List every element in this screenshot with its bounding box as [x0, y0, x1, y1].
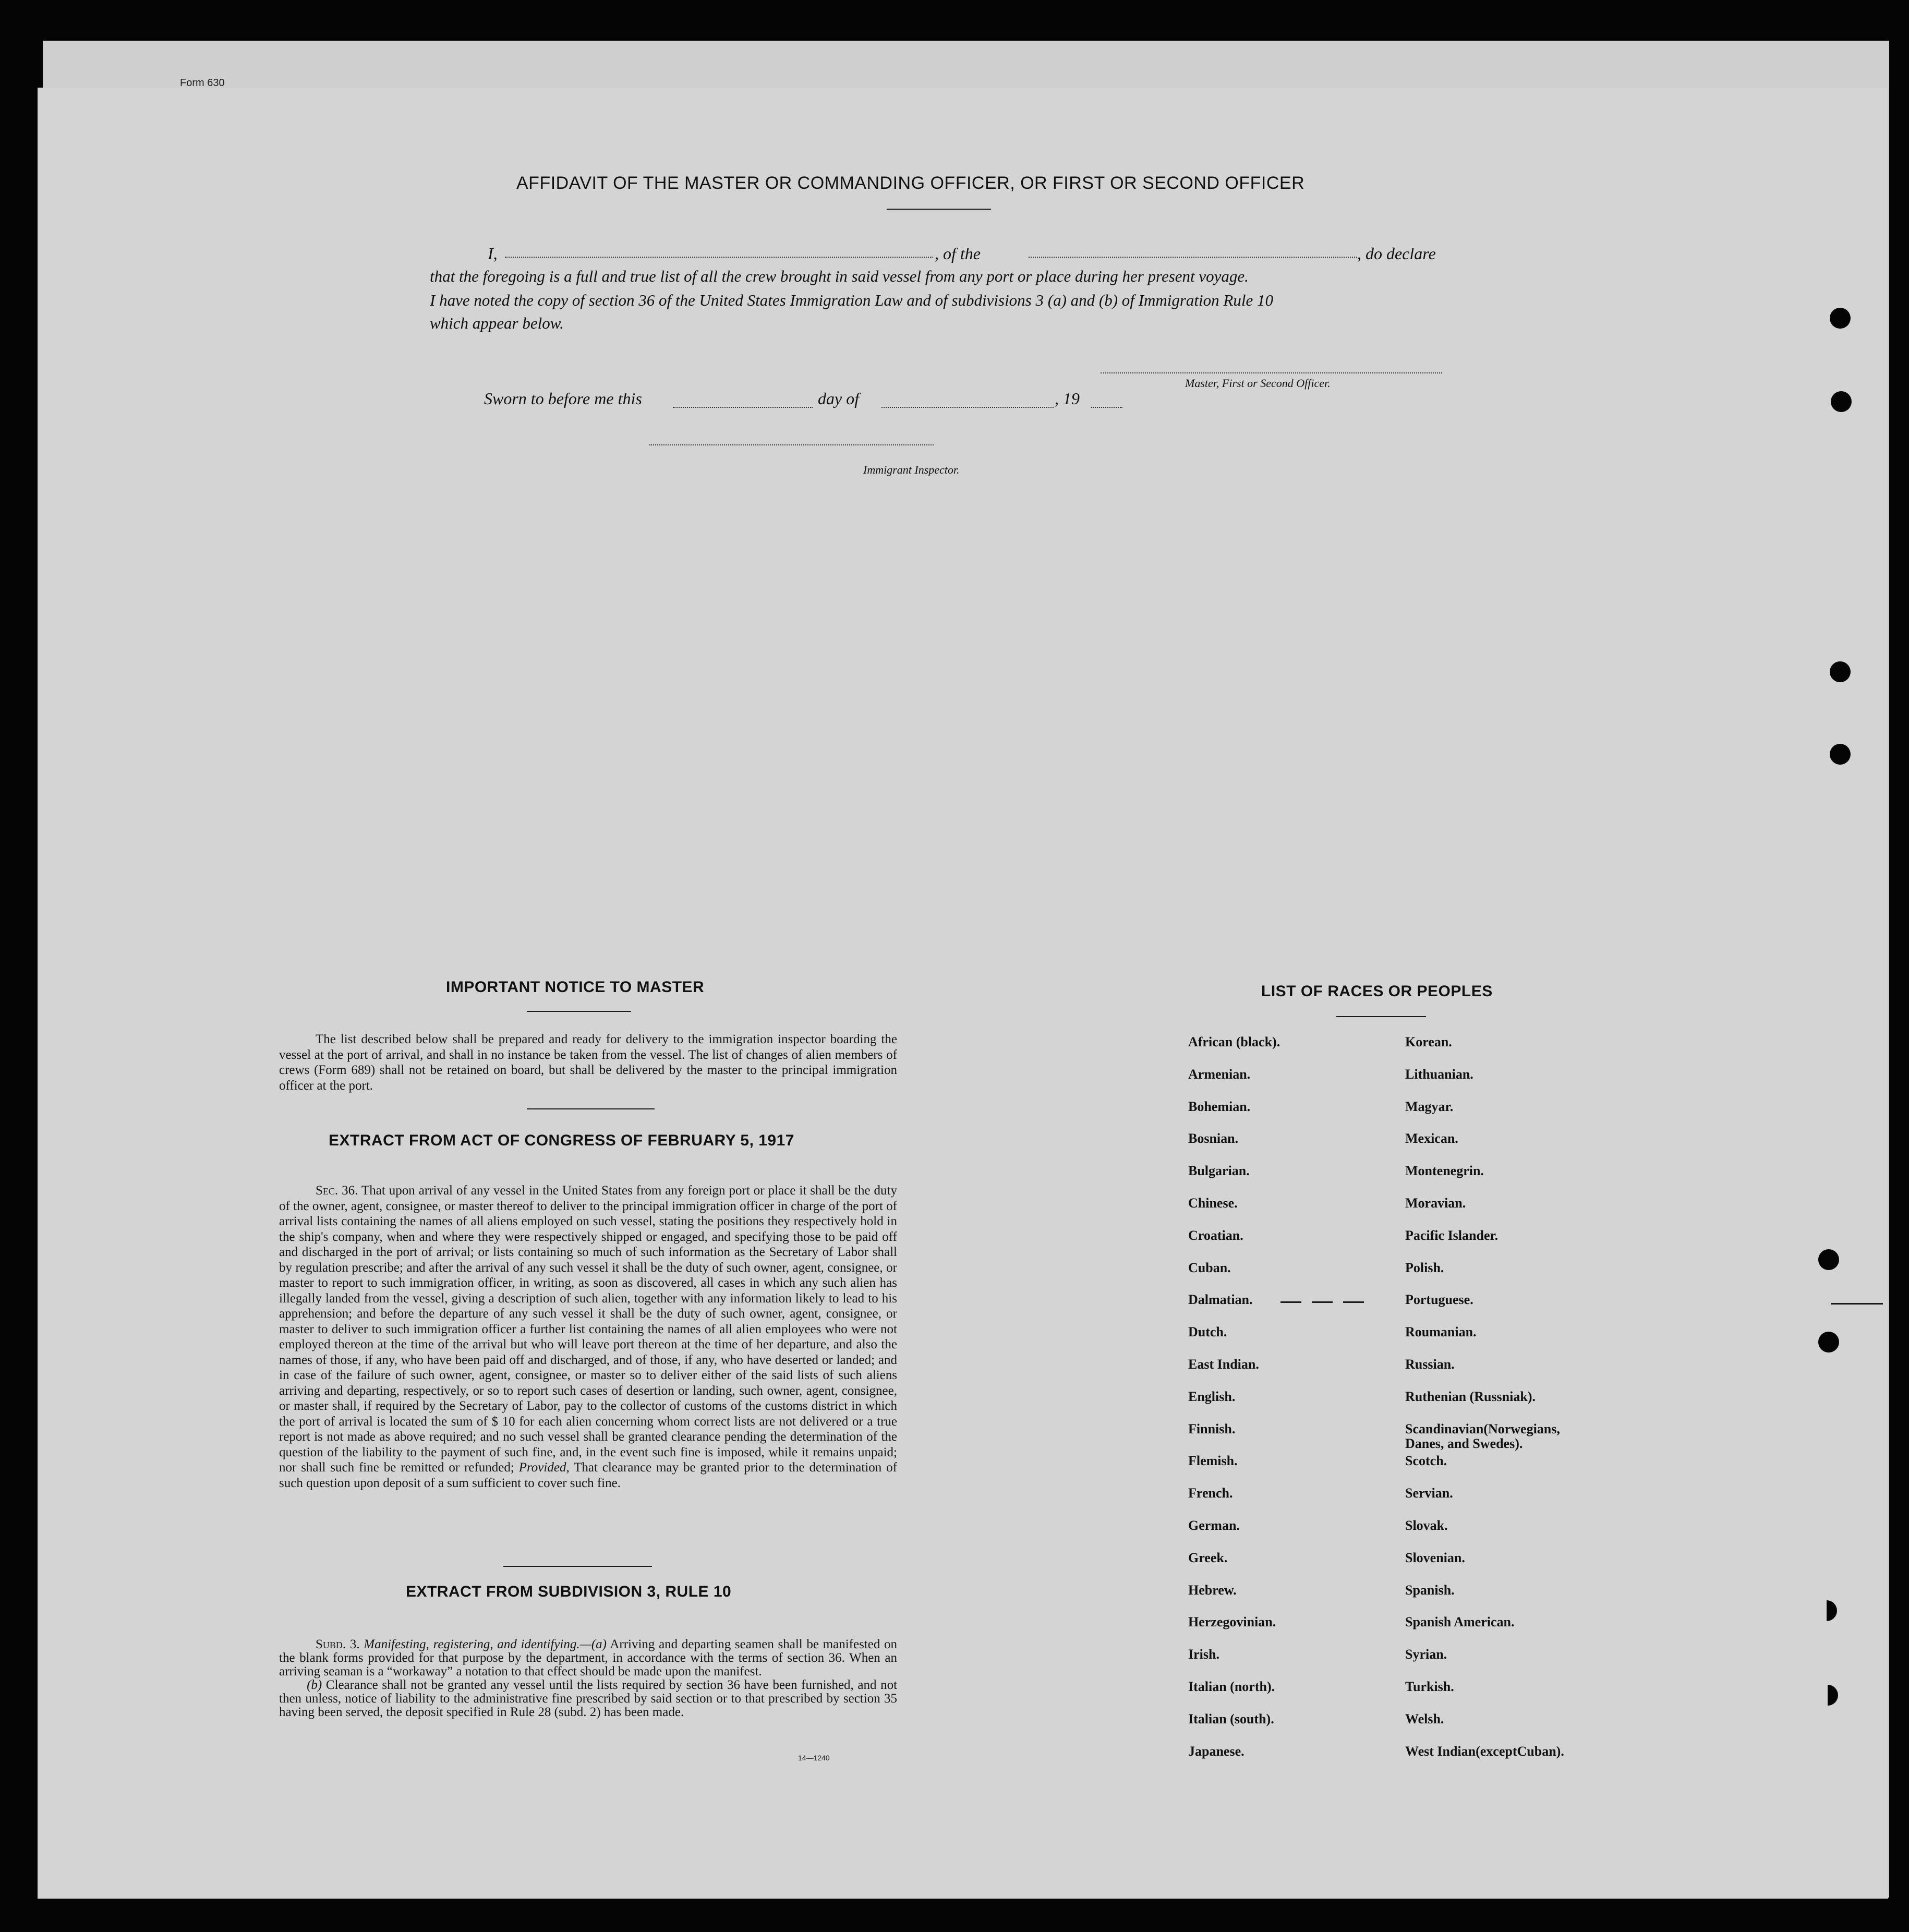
provided-label: Provided, — [518, 1460, 570, 1475]
rule10-a: Arriving and departing seamen shall be manifested on the blank forms provided for that purpose by the department, in accordance with the terms of section 36. When an arriving seaman is a “workaway” a notation to that effect should be made upon the manifest. — [279, 1637, 898, 1679]
races-title: LIST OF RACES OR PEOPLES — [1261, 983, 1493, 1000]
race-item: Flemish. — [1188, 1453, 1238, 1469]
subd-heading: Manifesting, registering, and identifying.—(a) — [364, 1637, 607, 1651]
sec-label: Sec. 36. — [316, 1184, 358, 1198]
races-right-column — [1405, 1035, 1564, 1776]
race-item: African (black). — [1188, 1034, 1280, 1049]
affidavit-line2: that the foregoing is a full and true list of all the crew brought in said vessel from any port or place during her present voyage. — [430, 267, 1249, 285]
sworn-day-of: day of — [818, 389, 860, 408]
rule10-text — [279, 1638, 897, 1719]
race-item: Moravian. — [1405, 1195, 1466, 1211]
name-field[interactable] — [505, 257, 933, 258]
b-label: (b) — [307, 1678, 322, 1692]
race-item: Magyar. — [1405, 1098, 1454, 1114]
race-item: Slovenian. — [1405, 1550, 1465, 1565]
rule10-title: EXTRACT FROM SUBDIVISION 3, RULE 10 — [406, 1583, 732, 1600]
binder-hole-icon — [1831, 391, 1852, 412]
race-item: Turkish. — [1405, 1679, 1454, 1694]
race-item: Croatian. — [1188, 1227, 1243, 1243]
race-item: Polish. — [1405, 1260, 1444, 1275]
race-item: Russian. — [1405, 1356, 1455, 1372]
rule10-b: Clearance shall not be granted any vessel until the lists required by section 36 have been furnished, and not then unless, notice of liability to the administrative fine prescribed by said section or to that prescribed by section 35 having been served, the deposit specified in Rule 28 (subd. 2) has been made. — [279, 1678, 898, 1719]
notice-underline — [527, 1011, 631, 1012]
vessel-field[interactable] — [1029, 257, 1357, 258]
sworn-year-field[interactable] — [1091, 407, 1122, 408]
act-title: EXTRACT FROM ACT OF CONGRESS OF FEBRUARY 5, 1917 — [329, 1132, 794, 1149]
affidavit-line3: I have noted the copy of section 36 of the United States Immigration Law and of subdivisions 3 (a) and (b) of Immigration Rule 10 — [430, 291, 1273, 309]
divider — [527, 1108, 655, 1109]
race-item: Slovak. — [1405, 1517, 1448, 1533]
inspector-signature-field[interactable] — [649, 444, 934, 445]
race-item: Scandinavian(Norwegians, Danes, and Swedes). — [1405, 1421, 1560, 1451]
form-number: Form 630 — [180, 77, 225, 89]
binder-hole-icon — [1818, 1249, 1839, 1270]
print-code: 14—1240 — [798, 1754, 830, 1762]
act-text — [279, 1183, 897, 1491]
race-item: Italian (south). — [1188, 1711, 1274, 1726]
race-item: Chinese. — [1188, 1195, 1238, 1211]
race-item: English. — [1188, 1388, 1236, 1404]
affidavit-title: AFFIDAVIT OF THE MASTER OR COMMANDING OFFICER, OR FIRST OR SECOND OFFICER — [516, 173, 1305, 193]
race-item: Armenian. — [1188, 1066, 1251, 1082]
race-item: Bosnian. — [1188, 1131, 1239, 1146]
officer-signature-field[interactable] — [1101, 372, 1442, 373]
binder-hole-icon — [1818, 1332, 1839, 1353]
race-item: West Indian(exceptCuban). — [1405, 1743, 1564, 1759]
binder-hole-icon — [1816, 1600, 1837, 1621]
sworn-prefix: Sworn to before me this — [484, 389, 642, 408]
race-item: Scotch. — [1405, 1453, 1447, 1469]
race-item: East Indian. — [1188, 1356, 1259, 1372]
binder-hole-icon — [1817, 1685, 1838, 1706]
notice-text — [279, 1032, 897, 1093]
binder-hole-icon — [1830, 661, 1851, 682]
race-item: Bulgarian. — [1188, 1163, 1250, 1179]
race-item: Hebrew. — [1188, 1582, 1237, 1598]
subd-label: Subd. 3. — [316, 1637, 360, 1651]
race-item: Spanish American. — [1405, 1614, 1515, 1630]
binder-hole-icon — [1830, 308, 1851, 329]
race-item: Italian (north). — [1188, 1679, 1275, 1694]
race-item: Spanish. — [1405, 1582, 1455, 1598]
race-item: Welsh. — [1405, 1711, 1444, 1726]
race-item: Korean. — [1405, 1034, 1452, 1049]
race-item: Cuban. — [1188, 1260, 1231, 1275]
race-item: Lithuanian. — [1405, 1066, 1473, 1082]
race-item: Syrian. — [1405, 1647, 1447, 1662]
race-item: Ruthenian (Russniak). — [1405, 1388, 1536, 1404]
provided-text: That clearance may be granted prior to the determination of such question upon deposit of a sum sufficient to cover such fine. — [279, 1460, 897, 1490]
race-item: Portuguese. — [1405, 1292, 1473, 1308]
scan-dash — [1831, 1303, 1883, 1305]
form-sheet — [38, 88, 1888, 1899]
affidavit-line4: which appear below. — [430, 314, 564, 332]
race-item: Greek. — [1188, 1550, 1228, 1565]
race-item: Mexican. — [1405, 1131, 1458, 1146]
sworn-year: , 19 — [1055, 389, 1080, 408]
race-item: Japanese. — [1188, 1743, 1245, 1759]
race-item: Servian. — [1405, 1486, 1453, 1501]
race-item: French. — [1188, 1486, 1233, 1501]
races-underline — [1336, 1016, 1426, 1017]
race-item: Dutch. — [1188, 1324, 1227, 1340]
race-item: Herzegovinian. — [1188, 1614, 1276, 1630]
race-item: Roumanian. — [1405, 1324, 1477, 1340]
race-item: Finnish. — [1188, 1421, 1236, 1436]
affidavit-i: I, — [488, 244, 498, 263]
race-item: Montenegrin. — [1405, 1163, 1484, 1179]
title-underline — [887, 209, 991, 210]
scan-dash — [1312, 1301, 1333, 1303]
scan-dash — [1280, 1301, 1301, 1303]
race-item: German. — [1188, 1517, 1240, 1533]
race-item: Irish. — [1188, 1647, 1219, 1662]
scan-dash — [1343, 1301, 1364, 1303]
divider — [503, 1566, 652, 1567]
act-body: That upon arrival of any vessel in the United States from any foreign port or place it shall be the duty of the owner, agent, consignee, or master thereof to deliver to the principal immigration officer in charge of the port of arrival lists containing the names of all aliens employed on such vessel, stating the positions they respectively hold in the ship's company, when and where they were respectively shipped or engaged, and specifying those to be paid off and discharged in the port of arrival; or lists containing so much of such information as the Secretary of Labor shall by regulation prescribe; and after the arrival of any such vessel it shall be the duty of such owner, agent, consignee, or master to report to such immigration officer, in writing, as soon as discovered, all cases in which any such alien has illegally landed from the vessel, giving a description of such alien, together with any information likely to lead to his apprehension; and before the departure of any such vessel it shall be the duty of such owner, agent, consignee, or master to deliver to such immigration officer a further list containing the names of all alien employees who were not employed thereon at the time of the arrival but who will leave port thereon at the time of her departure, and also the names of those, if any, who have been paid off and discharged, and of those, if any, who have deserted or landed; and in case of the failure of such owner, agent, consignee, or master so to deliver either of the said lists of such aliens arriving and departing, respectively, or so to report such cases of desertion or landing, such owner, agent, consignee, or master shall, if required by the Secretary of Labor, pay to the collector of customs of the customs district in which the port of arrival is located the sum of $ 10 for each alien concerning whom correct lists are not delivered or a true report is not made as above required; and no such vessel shall be granted clearance pending the determination of the question of the liability to the payment of such fine, and, in the event such fine is imposed, while it remains unpaid; nor shall such fine be remitted or refunded; — [279, 1184, 897, 1475]
sworn-month-field[interactable] — [881, 407, 1054, 408]
sworn-day-field[interactable] — [673, 407, 813, 408]
notice-body: The list described below shall be prepared and ready for delivery to the immigration inspector boarding the vessel at the port of arrival, and shall in no instance be taken from the vessel. The list of changes of alien members of crews (Form 689) shall not be retained on board, but shall be delivered by the master to the principal immigration officer at the port. — [279, 1032, 897, 1093]
race-item: Dalmatian. — [1188, 1292, 1253, 1308]
binder-hole-icon — [1830, 744, 1851, 765]
race-item: Bohemian. — [1188, 1098, 1251, 1114]
inspector-label: Immigrant Inspector. — [863, 463, 960, 476]
races-left-column — [1188, 1035, 1280, 1776]
affidavit-of-the: , of the — [935, 244, 981, 263]
race-item: Pacific Islander. — [1405, 1227, 1499, 1243]
affidavit-declare: , do declare — [1357, 244, 1436, 263]
officer-label: Master, First or Second Officer. — [1185, 377, 1331, 390]
notice-title: IMPORTANT NOTICE TO MASTER — [446, 979, 705, 996]
